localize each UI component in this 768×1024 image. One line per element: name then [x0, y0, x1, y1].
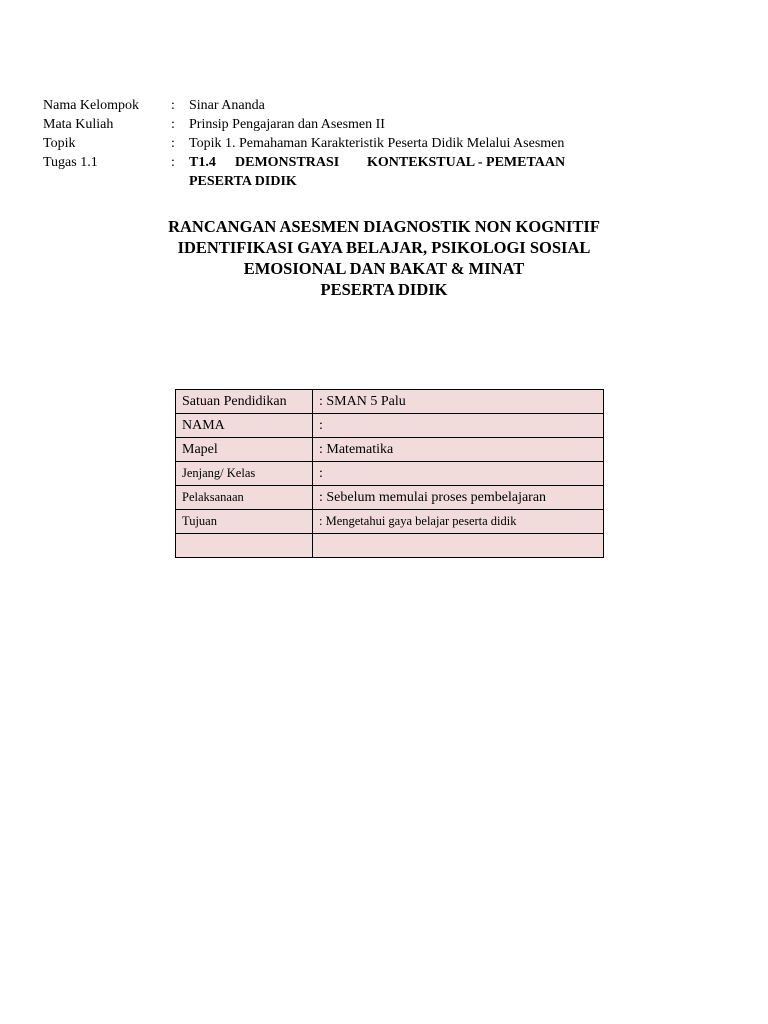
- document-header: [43, 96, 723, 191]
- table-row: [176, 534, 604, 558]
- header-colon: :: [171, 98, 175, 113]
- header-value: Topik 1. Pemahaman Karakteristik Peserta Didik Melalui Asesmen: [189, 136, 565, 151]
- title-line-3: EMOSIONAL DAN BAKAT & MINAT: [243, 259, 525, 278]
- title-line-1: RANCANGAN ASESMEN DIAGNOSTIK NON KOGNITIF: [168, 217, 600, 236]
- tugas-line-1: [189, 153, 723, 172]
- table-row: [176, 390, 604, 414]
- header-colon: :: [171, 136, 175, 151]
- table-cell-label: Jenjang/ Kelas: [176, 462, 313, 486]
- document-title: [100, 216, 668, 300]
- table-row: [176, 414, 604, 438]
- header-value: Sinar Ananda: [189, 98, 265, 113]
- table-cell-label: [176, 534, 313, 558]
- tugas-word-1: DEMONSTRASI: [235, 155, 340, 170]
- table-cell-value: :: [313, 414, 604, 438]
- table-row: [176, 510, 604, 534]
- tugas-code: T1.4: [189, 155, 216, 170]
- tugas-line-2: PESERTA DIDIK: [189, 174, 297, 189]
- table-cell-value: :: [313, 462, 604, 486]
- tugas-word-2: KONTEKSTUAL - PEMETAAN: [367, 155, 566, 170]
- header-row-mata-kuliah: [43, 115, 723, 134]
- header-label: Topik: [43, 136, 76, 151]
- table-cell-label: Mapel: [176, 438, 313, 462]
- table-cell-value: [313, 534, 604, 558]
- table-cell-value: : SMAN 5 Palu: [313, 390, 604, 414]
- table-cell-value: : Matematika: [313, 438, 604, 462]
- table-cell-label: Pelaksanaan: [176, 486, 313, 510]
- header-value: Prinsip Pengajaran dan Asesmen II: [189, 117, 385, 132]
- header-colon: :: [171, 155, 175, 170]
- table-row: [176, 486, 604, 510]
- header-row-nama-kelompok: [43, 96, 723, 115]
- table-cell-value: : Sebelum memulai proses pembelajaran: [313, 486, 604, 510]
- table-cell-label: NAMA: [176, 414, 313, 438]
- tugas-value: [189, 153, 723, 191]
- title-line-2: IDENTIFIKASI GAYA BELAJAR, PSIKOLOGI SOSIAL: [177, 238, 591, 257]
- title-line-4: PESERTA DIDIK: [320, 280, 448, 299]
- header-label: Nama Kelompok: [43, 98, 140, 113]
- table-row: [176, 462, 604, 486]
- header-colon: :: [171, 117, 175, 132]
- header-label: Tugas 1.1: [43, 155, 98, 170]
- header-label: Mata Kuliah: [43, 117, 114, 132]
- table-cell-label: Tujuan: [176, 510, 313, 534]
- table-row: [176, 438, 604, 462]
- table-cell-label: Satuan Pendidikan: [176, 390, 313, 414]
- header-row-topik: [43, 134, 723, 153]
- info-table: [175, 389, 604, 558]
- table-cell-value: : Mengetahui gaya belajar peserta didik: [313, 510, 604, 534]
- header-row-tugas: [43, 153, 723, 191]
